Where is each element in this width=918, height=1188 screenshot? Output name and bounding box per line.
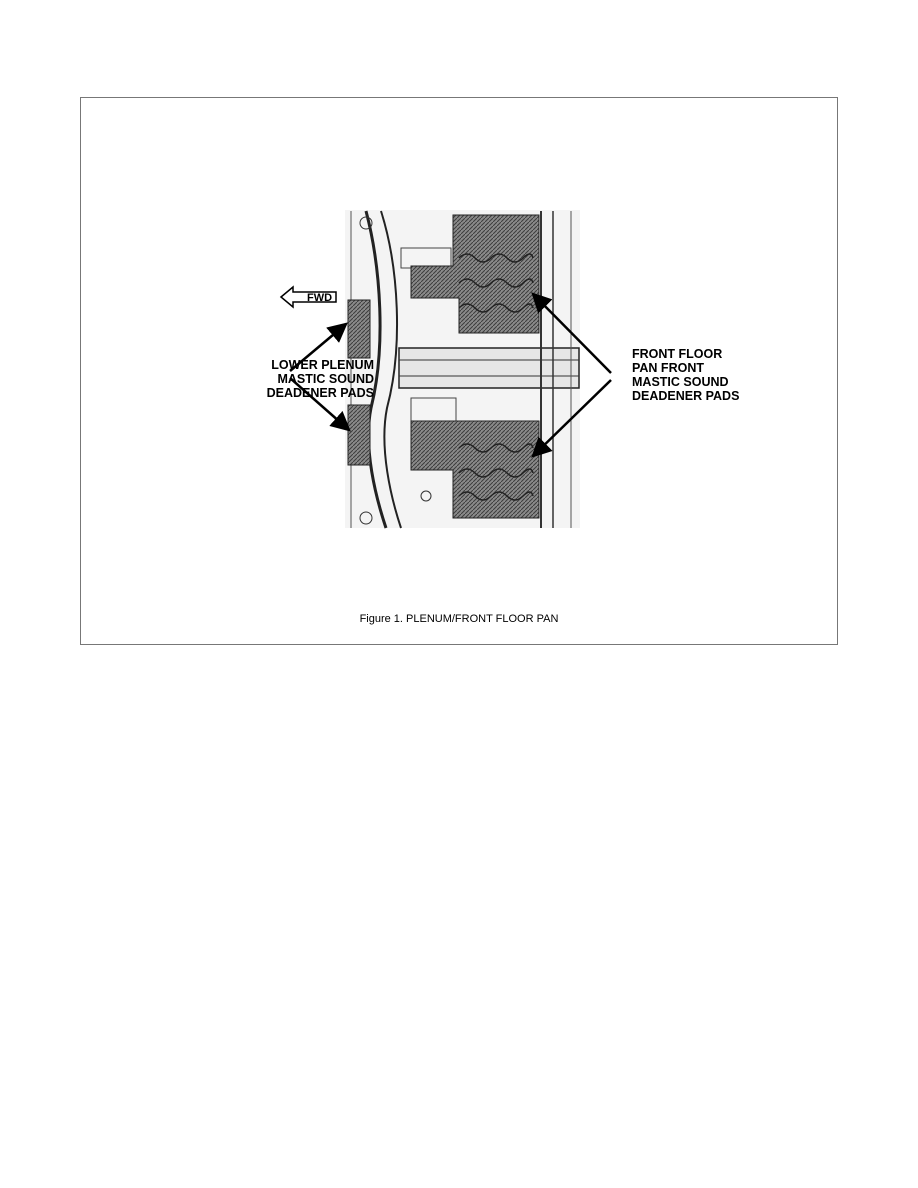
lower-plenum-pad-upper — [348, 300, 370, 358]
floor-pan-callout: FRONT FLOOR PAN FRONT MASTIC SOUND DEADENER PADS — [632, 347, 740, 403]
figure-caption: Figure 1. PLENUM/FRONT FLOOR PAN — [359, 613, 559, 625]
lower-plenum-callout: LOWER PLENUM MASTIC SOUND DEADENER PADS — [266, 358, 374, 400]
lower-plenum-pad-lower — [348, 405, 370, 465]
figure-frame — [80, 97, 838, 645]
fwd-label: FWD — [307, 292, 333, 304]
